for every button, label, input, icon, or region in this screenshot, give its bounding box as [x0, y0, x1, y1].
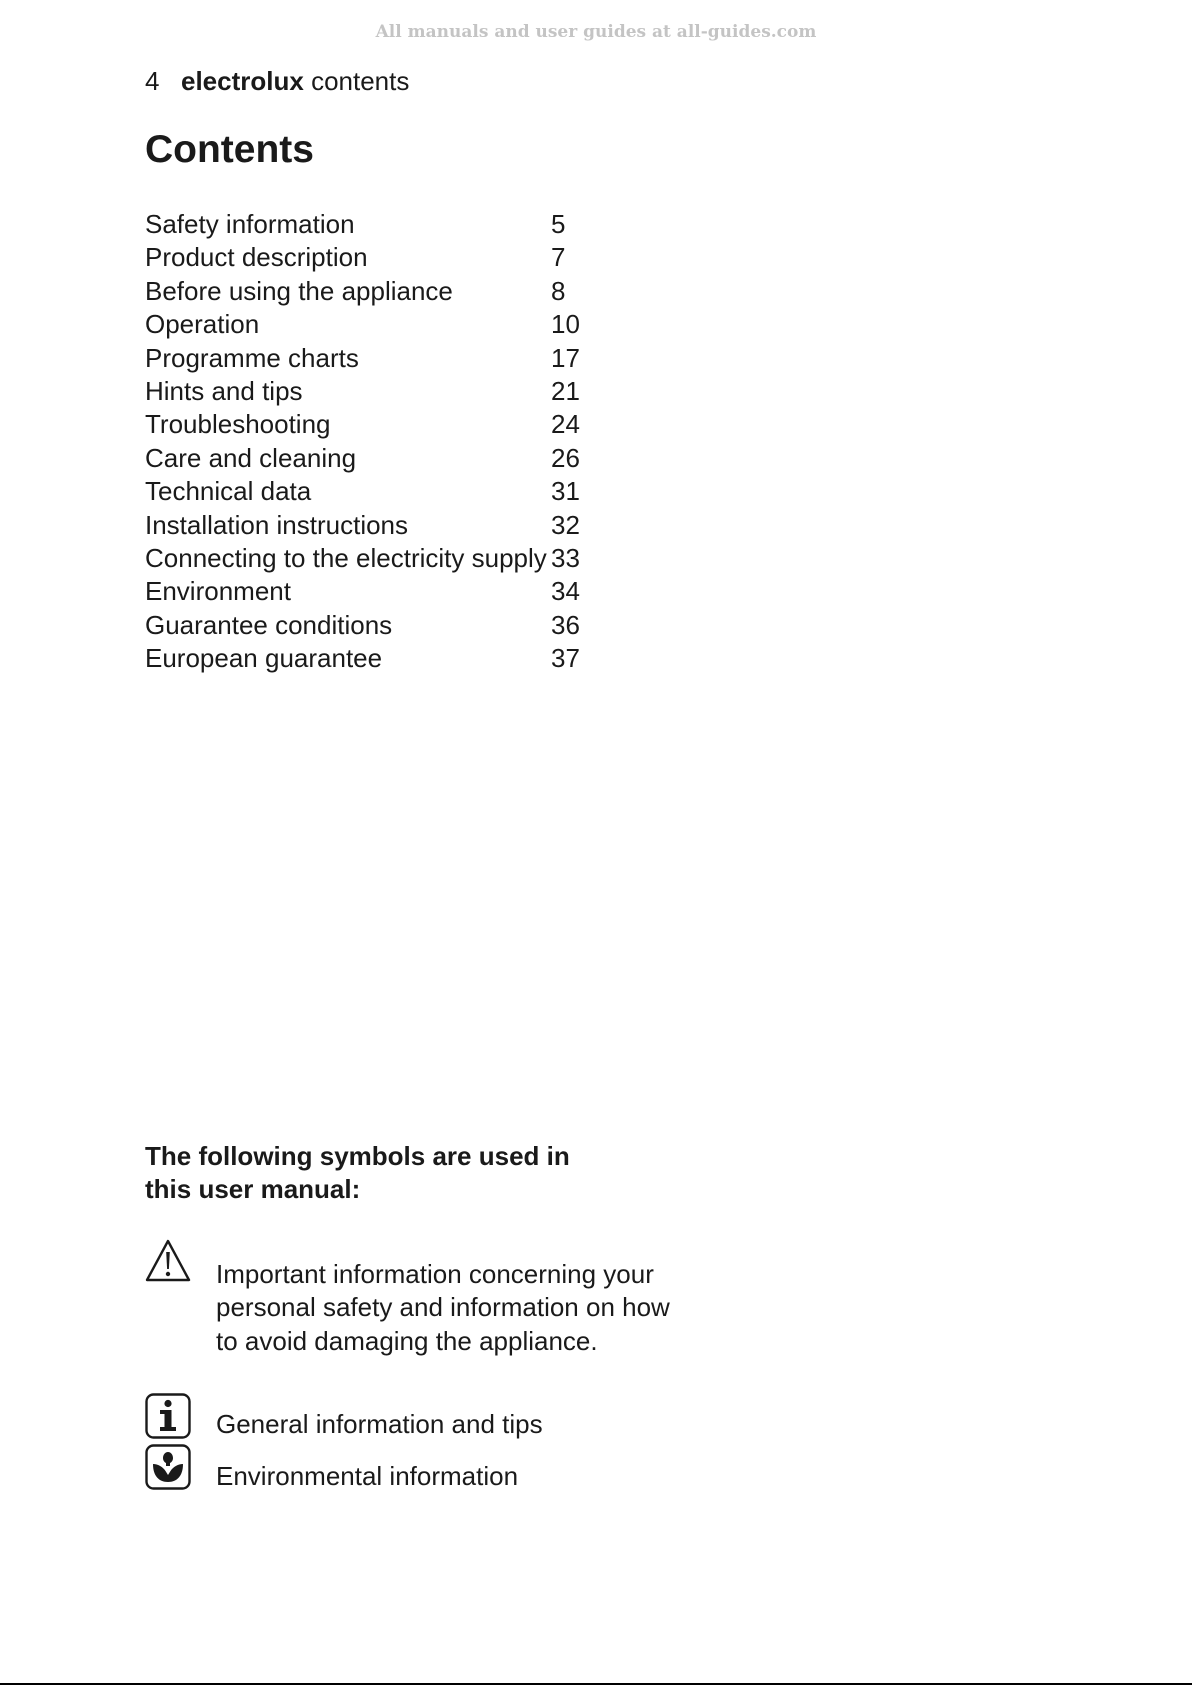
toc-row[interactable] — [145, 542, 615, 575]
toc-label: Connecting to the electricity supply — [145, 542, 547, 573]
toc-row[interactable] — [145, 642, 615, 675]
toc-label: Safety information — [145, 209, 355, 239]
toc-row[interactable] — [145, 575, 615, 608]
table-of-contents — [145, 208, 615, 675]
toc-row[interactable] — [145, 609, 615, 642]
toc-row[interactable] — [145, 375, 615, 408]
toc-row[interactable] — [145, 308, 615, 341]
toc-row[interactable] — [145, 275, 615, 308]
toc-label: Product description — [145, 242, 368, 273]
toc-label: European guarantee — [145, 643, 383, 674]
toc-page: 34 — [551, 576, 580, 607]
toc-row[interactable] — [145, 241, 615, 274]
toc-row[interactable] — [145, 475, 615, 508]
toc-page: 7 — [551, 242, 566, 273]
toc-row[interactable] — [145, 442, 615, 475]
toc-label: Technical data — [145, 476, 312, 507]
toc-page: 26 — [551, 442, 580, 473]
toc-page: 36 — [551, 609, 580, 640]
toc-page: 21 — [551, 375, 580, 406]
toc-page: 37 — [551, 643, 580, 674]
environment-icon — [145, 1444, 191, 1490]
toc-page: 31 — [551, 476, 580, 507]
page-number: 4 — [145, 66, 160, 96]
toc-page: 10 — [551, 309, 580, 340]
toc-row[interactable] — [145, 509, 615, 542]
toc-label: Troubleshooting — [145, 409, 331, 440]
page-title: Contents — [145, 128, 314, 171]
toc-page: 17 — [551, 342, 580, 373]
toc-row[interactable] — [145, 408, 615, 441]
symbol-environment-text: Environmental information — [216, 1461, 519, 1491]
toc-row[interactable] — [145, 342, 615, 375]
page-header — [145, 66, 409, 97]
toc-label: Installation instructions — [145, 509, 409, 540]
toc-label: Environment — [145, 576, 291, 607]
toc-page: 8 — [551, 275, 566, 306]
symbol-info-text: General information and tips — [216, 1409, 543, 1439]
toc-label: Hints and tips — [145, 375, 303, 406]
toc-label: Operation — [145, 309, 260, 340]
toc-page: 33 — [551, 542, 580, 573]
toc-label: Care and cleaning — [145, 442, 357, 473]
toc-page: 5 — [551, 209, 566, 239]
brand-name: electrolux — [181, 66, 304, 96]
toc-page: 32 — [551, 509, 580, 540]
warning-triangle-icon — [145, 1238, 191, 1284]
info-icon — [145, 1393, 191, 1439]
toc-label: Guarantee conditions — [145, 609, 393, 640]
toc-row[interactable] — [145, 208, 615, 241]
symbols-heading: The following symbols are used in this user manual: — [145, 1141, 570, 1204]
watermark: All manuals and user guides at all-guides.com — [375, 22, 817, 42]
section-name: contents — [311, 66, 410, 96]
toc-label: Before using the appliance — [145, 275, 453, 306]
toc-page: 24 — [551, 409, 580, 440]
toc-label: Programme charts — [145, 342, 359, 373]
symbol-warning-text: Important information concerning your personal safety and information on how to avoid damaging the appliance. — [216, 1259, 670, 1356]
